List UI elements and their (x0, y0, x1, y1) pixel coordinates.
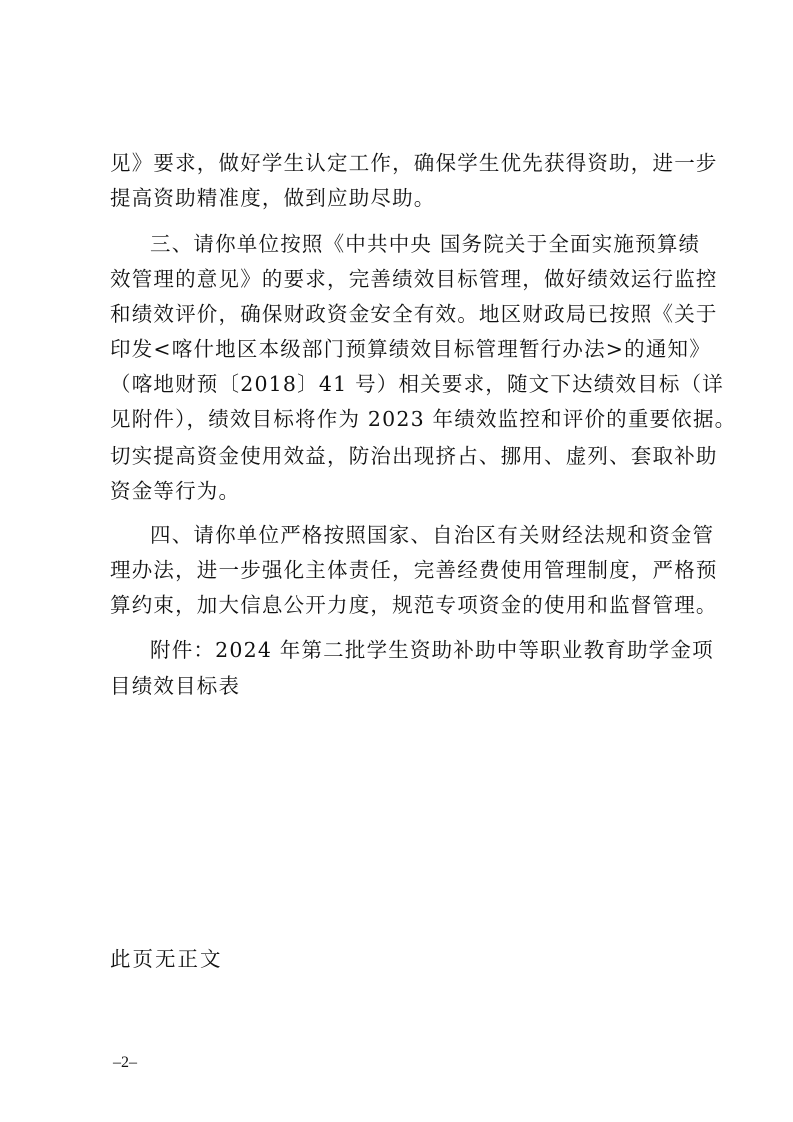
paragraph-line-12: 理办法，进一步强化主体责任，完善经费使用管理制度，严格预 (110, 558, 718, 582)
paragraph-line-3: 三、请你单位按照《中共中央 国务院关于全面实施预算绩 (150, 232, 701, 256)
paragraph-line-7: （喀地财预〔2018〕41 号）相关要求，随文下达绩效目标（详 (110, 372, 724, 396)
page-number: –2– (113, 1054, 137, 1071)
attachment-line-1: 附件：2024 年第二批学生资助补助中等职业教育助学金项 (150, 638, 714, 662)
paragraph-line-8: 见附件），绩效目标将作为 2023 年绩效监控和评价的重要依据。 (110, 407, 737, 431)
paragraph-line-2: 提高资助精准度，做到应助尽助。 (110, 186, 436, 210)
paragraph-line-6: 印发<喀什地区本级部门预算绩效目标管理暂行办法>的通知》 (110, 337, 711, 361)
paragraph-line-5: 和绩效评价，确保财政资金安全有效。地区财政局已按照《关于 (110, 302, 718, 326)
attachment-line-2: 目绩效目标表 (110, 674, 241, 698)
no-body-text-note: 此页无正文 (110, 947, 223, 971)
paragraph-line-4: 效管理的意见》的要求，完善绩效目标管理，做好绩效运行监控 (110, 267, 718, 291)
paragraph-line-10: 资金等行为。 (110, 479, 241, 503)
paragraph-line-13: 算约束，加大信息公开力度，规范专项资金的使用和监督管理。 (110, 593, 718, 617)
paragraph-line-11: 四、请你单位严格按照国家、自治区有关财经法规和资金管 (150, 523, 715, 547)
paragraph-line-9: 切实提高资金使用效益，防治出现挤占、挪用、虚列、套取补助 (110, 444, 718, 468)
paragraph-line-1: 见》要求，做好学生认定工作，确保学生优先获得资助，进一步 (110, 151, 718, 175)
